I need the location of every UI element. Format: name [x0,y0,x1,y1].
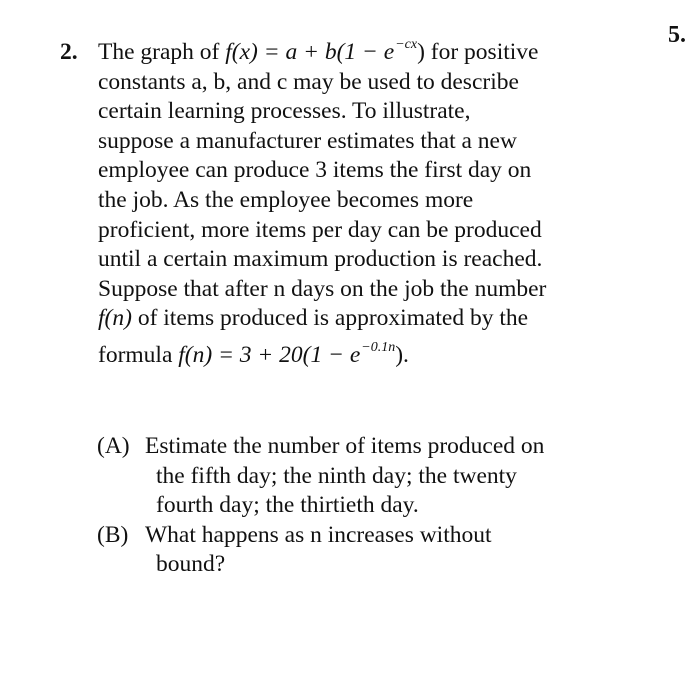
specific-function [178,339,409,368]
general-exponent: −cx [395,37,418,52]
statement-line-5: employee can produce 3 items the first day on [98,157,532,184]
statement-line-1 [98,38,660,68]
specific-exponent: −0.1n [361,339,396,355]
line10-post: of items produced is approximated by the [137,305,529,332]
problem-statement [98,38,660,371]
formula-line [98,341,660,371]
statement-line-7: proficient, more items per day can be produced [98,216,542,243]
statement-line-8: until a certain maximum production is reached. [98,246,543,273]
part-a-line-1: Estimate the number of items produced on [145,433,545,459]
part-b-line-2: bound? [156,551,226,578]
specific-function-body: f(n) = 3 + 20(1 − e [178,341,361,368]
problem-2 [60,38,660,371]
part-a-text [145,432,657,521]
line1-post: for positive [430,39,539,65]
general-function-body: f(x) = a + b(1 − e [225,39,395,65]
problem-number: 2. [60,39,78,65]
fn-symbol: f(n) [98,305,132,332]
part-a [97,432,657,521]
statement-line-3: certain learning processes. To illustrate, [98,98,471,125]
part-a-line-2: the fifth day; the ninth day; the twenty [156,462,517,489]
general-close: ) [417,39,425,65]
part-b [97,521,657,580]
general-function [225,39,425,65]
specific-close: ). [395,341,409,368]
part-b-line-1: What happens as n increases without [145,521,492,548]
statement-line-4: suppose a manufacturer estimates that a new [98,127,517,154]
statement-line-10 [98,304,660,334]
formula-label: formula [98,341,173,368]
statement-line-9: Suppose that after n days on the job the number [98,275,547,302]
part-a-line-3: fourth day; the thirtieth day. [156,492,419,519]
problem-parts [97,432,657,580]
part-a-label: (A) [97,433,130,459]
page-number: 5. [668,22,686,48]
statement-line-6: the job. As the employee becomes more [98,186,474,213]
line1-pre: The graph of [98,39,220,65]
part-b-text [145,521,657,580]
statement-line-2: constants a, b, and c may be used to describe [98,68,519,95]
part-b-label: (B) [97,521,129,548]
